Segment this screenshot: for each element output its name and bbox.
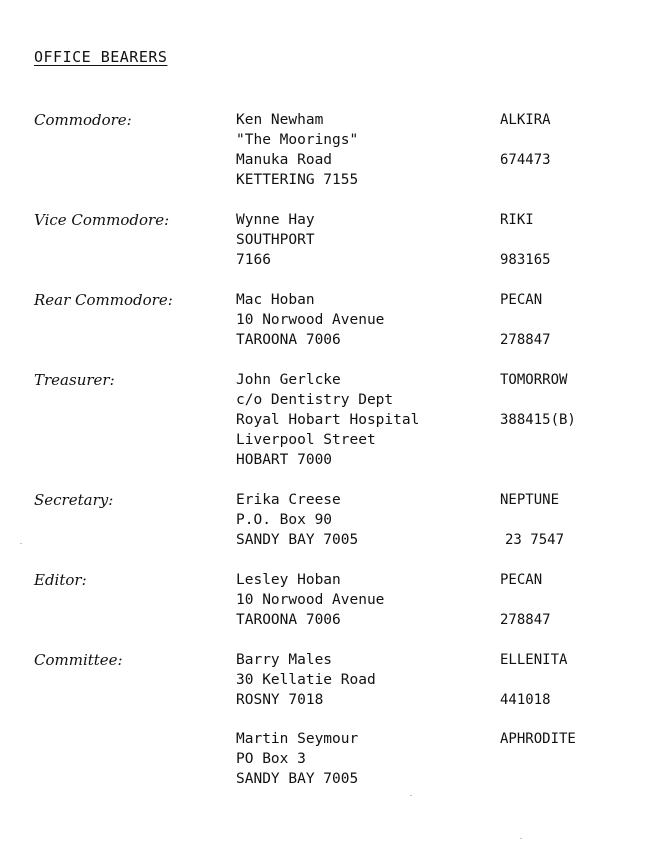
role-label: Editor: [34,571,87,589]
contact-address [236,490,358,550]
phone-number: 441018 [500,692,551,708]
address-line: SOUTHPORT [236,232,315,248]
role-label: Rear Commodore: [34,291,173,309]
contact-address [236,370,419,470]
boat-name: ELLENITA [500,652,568,668]
phone-number: 278847 [500,332,551,348]
address-line: P.O. Box 90 [236,512,333,528]
address-line: Mac Hoban [236,292,315,308]
role-label: Committee: [34,651,123,669]
boat-name: TOMORROW [500,372,568,388]
boat-name: RIKI [500,212,534,228]
address-line: 30 Kellatie Road [236,672,376,688]
boat-name: PECAN [500,292,543,308]
boat-name: APHRODITE [500,731,576,747]
contact-address [236,729,358,789]
address-line: Martin Seymour [236,731,359,747]
phone-number: 278847 [500,612,551,628]
contact-address [236,110,358,190]
address-line: 7166 [236,252,271,268]
boat-name: NEPTUNE [500,492,560,508]
address-line: HOBART 7000 [236,452,333,468]
address-line: "The Moorings" [236,132,359,148]
phone-number: 23 7547 [505,532,565,548]
contact-address [236,570,384,630]
boat-name: ALKIRA [500,112,551,128]
address-line: SANDY BAY 7005 [236,771,359,787]
contact-address [236,650,376,710]
role-label: Secretary: [34,491,114,509]
address-line: Barry Males [236,652,333,668]
role-label: Treasurer: [34,371,115,389]
address-line: ROSNY 7018 [236,692,324,708]
address-line: Erika Creese [236,492,341,508]
scan-speck [520,838,522,839]
address-line: Royal Hobart Hospital [236,412,420,428]
address-line: TAROONA 7006 [236,612,341,628]
address-line: KETTERING 7155 [236,172,359,188]
address-line: SANDY BAY 7005 [236,532,359,548]
contact-address [236,210,315,270]
address-line: c/o Dentistry Dept [236,392,394,408]
address-line: TAROONA 7006 [236,332,341,348]
role-label: Vice Commodore: [34,211,170,229]
phone-number: 388415(B) [500,412,576,428]
address-line: Liverpool Street [236,432,376,448]
scan-speck [410,795,412,796]
boat-name: PECAN [500,572,543,588]
address-line: PO Box 3 [236,751,306,767]
role-label: Commodore: [34,111,132,129]
address-line: Ken Newham [236,112,324,128]
contact-address [236,290,384,350]
address-line: Wynne Hay [236,212,315,228]
page-title: OFFICE BEARERS [34,48,168,66]
scan-speck [20,543,22,544]
phone-number: 983165 [500,252,551,268]
phone-number: 674473 [500,152,551,168]
address-line: John Gerlcke [236,372,341,388]
address-line: 10 Norwood Avenue [236,312,385,328]
address-line: Lesley Hoban [236,572,341,588]
address-line: Manuka Road [236,152,333,168]
address-line: 10 Norwood Avenue [236,592,385,608]
